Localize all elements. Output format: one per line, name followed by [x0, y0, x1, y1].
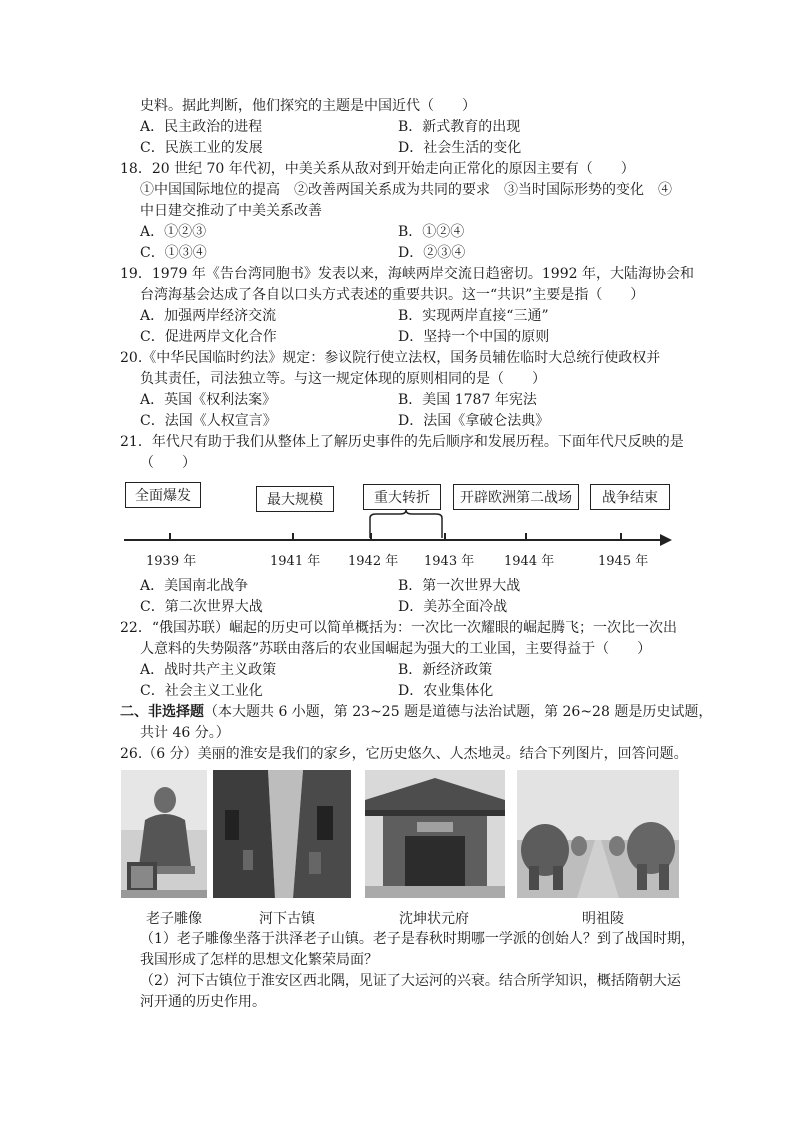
hexia-old-town-photo	[213, 770, 351, 898]
q20-option-b: B．美国 1787 年宪法	[398, 392, 537, 408]
tick-1942	[370, 533, 372, 540]
tick-1941	[292, 533, 294, 540]
q20-stem: 20.《中华民国临时约法》规定：参议院行使立法权，国务员辅佐临时大总统行使政权并	[120, 350, 661, 366]
q17-option-a: A．民主政治的进程	[140, 119, 263, 135]
q20-option-c: C．法国《人权宣言》	[140, 413, 277, 429]
turning-period-brace	[366, 510, 450, 540]
caption-shenkun-mansion: 沈坤状元府	[399, 911, 469, 927]
q19-option-c: C．促进两岸文化合作	[140, 329, 277, 345]
q26-part-1-cont: 我国形成了怎样的思想文化繁荣局面？	[140, 952, 378, 968]
q21-option-d: D．美苏全面冷战	[398, 599, 508, 615]
q18-option-b: B．①②④	[398, 224, 465, 240]
year-label-1943: 1943 年	[424, 554, 475, 569]
timeline-arrowhead	[660, 534, 672, 546]
timeline-event-second-front: 开辟欧洲第二战场	[453, 484, 579, 510]
q18-option-d: D．②③④	[398, 245, 466, 261]
timeline-ruler	[118, 478, 678, 570]
year-label-1939: 1939 年	[146, 554, 197, 569]
caption-ming-ancestral-tomb: 明祖陵	[582, 911, 624, 927]
tick-1944	[525, 533, 527, 540]
timeline-event-major-turn: 重大转折	[363, 484, 441, 510]
q21-stem-cont: （ ）	[140, 455, 196, 471]
q22-option-b: B．新经济政策	[398, 662, 493, 678]
q17-stem-tail: 史料。据此判断，他们探究的主题是中国近代（ ）	[140, 98, 476, 114]
year-label-1941: 1941 年	[270, 554, 321, 569]
timeline-axis	[124, 539, 662, 541]
tick-1943	[444, 533, 446, 540]
photo-strip	[121, 770, 679, 898]
timeline-event-war-end: 战争结束	[590, 484, 670, 510]
q17-option-b: B．新式教育的出现	[398, 119, 521, 135]
year-label-1944: 1944 年	[504, 554, 555, 569]
q17-option-d: D．社会生活的变化	[398, 140, 522, 156]
section-2-description-cont: 共计 46 分。）	[140, 725, 230, 741]
q22-option-d: D．农业集体化	[398, 683, 494, 699]
q19-option-a: A．加强两岸经济交流	[140, 308, 277, 324]
timeline-event-largest-scale: 最大规模	[256, 486, 334, 512]
q19-option-d: D．坚持一个中国的原则	[398, 329, 550, 345]
q26-part-2-cont: 河开通的历史作用。	[140, 994, 266, 1010]
caption-hexia-old-town: 河下古镇	[259, 911, 315, 927]
tick-1939	[169, 533, 171, 540]
year-label-1945: 1945 年	[598, 554, 649, 569]
q21-option-c: C．第二次世界大战	[140, 599, 263, 615]
ming-ancestral-tomb-photo	[517, 770, 679, 898]
section-2-description: （本大题共 6 小题，第 23~25 题是道德与法治试题，第 26~28 题是历史试题，	[204, 704, 713, 720]
section-2-title: 二、非选择题	[120, 704, 204, 720]
tick-1945	[620, 533, 622, 540]
q20-option-d: D．法国《拿破仑法典》	[398, 413, 550, 429]
q21-option-b: B．第一次世界大战	[398, 578, 521, 594]
q21-option-a: A．美国南北战争	[140, 578, 249, 594]
q18-statements: ①中国国际地位的提高 ②改善两国关系成为共同的要求 ③当时国际形势的变化 ④	[140, 182, 672, 198]
year-label-1942: 1942 年	[348, 554, 399, 569]
q22-option-c: C．社会主义工业化	[140, 683, 263, 699]
q21-stem: 21．年代尺有助于我们从整体上了解历史事件的先后顺序和发展历程。下面年代尺反映的是	[120, 434, 684, 450]
q26-stem: 26.（6 分）美丽的淮安是我们的家乡，它历史悠久、人杰地灵。结合下列图片，回答问题。	[120, 746, 688, 762]
section-2-heading	[120, 702, 712, 722]
q26-part-2: （2）河下古镇位于淮安区西北隅，见证了大运河的兴衰。结合所学知识，概括隋朝大运	[140, 973, 681, 989]
laozi-statue-photo	[121, 770, 207, 898]
q18-stem: 18．20 世纪 70 年代初，中美关系从敌对到开始走向正常化的原因主要有（ ）	[120, 161, 635, 177]
q19-stem: 19．1979 年《告台湾同胞书》发表以来，海峡两岸交流日趋密切。1992 年，大陆海协会和	[120, 266, 694, 282]
shenkun-mansion-photo	[365, 770, 505, 898]
q22-stem: 22．“俄国苏联）崛起的历史可以简单概括为：一次比一次耀眼的崛起腾飞；一次比一次出	[120, 620, 677, 636]
q19-option-b: B．实现两岸直接“三通”	[398, 308, 549, 324]
q20-option-a: A．英国《权利法案》	[140, 392, 277, 408]
q26-part-1: （1）老子雕像坐落于洪泽老子山镇。老子是春秋时期哪一学派的创始人？到了战国时期，	[140, 931, 695, 947]
q18-option-a: A．①②③	[140, 224, 207, 240]
q17-option-c: C．民族工业的发展	[140, 140, 263, 156]
caption-laozi-statue: 老子雕像	[146, 911, 202, 927]
timeline-event-full-outbreak: 全面爆发	[125, 482, 201, 508]
q22-option-a: A．战时共产主义政策	[140, 662, 277, 678]
q20-stem-cont: 负其责任，司法独立等。与这一规定体现的原则相同的是（ ）	[140, 371, 546, 387]
q18-statements-cont: 中日建交推动了中美关系改善	[140, 203, 322, 219]
q19-stem-cont: 台湾海基会达成了各自以口头方式表述的重要共识。这一“共识”主要是指（ ）	[140, 287, 645, 303]
q22-stem-cont: 人意料的失势陨落”苏联由落后的农业国崛起为强大的工业国，主要得益于（ ）	[140, 641, 652, 657]
q18-option-c: C．①③④	[140, 245, 207, 261]
